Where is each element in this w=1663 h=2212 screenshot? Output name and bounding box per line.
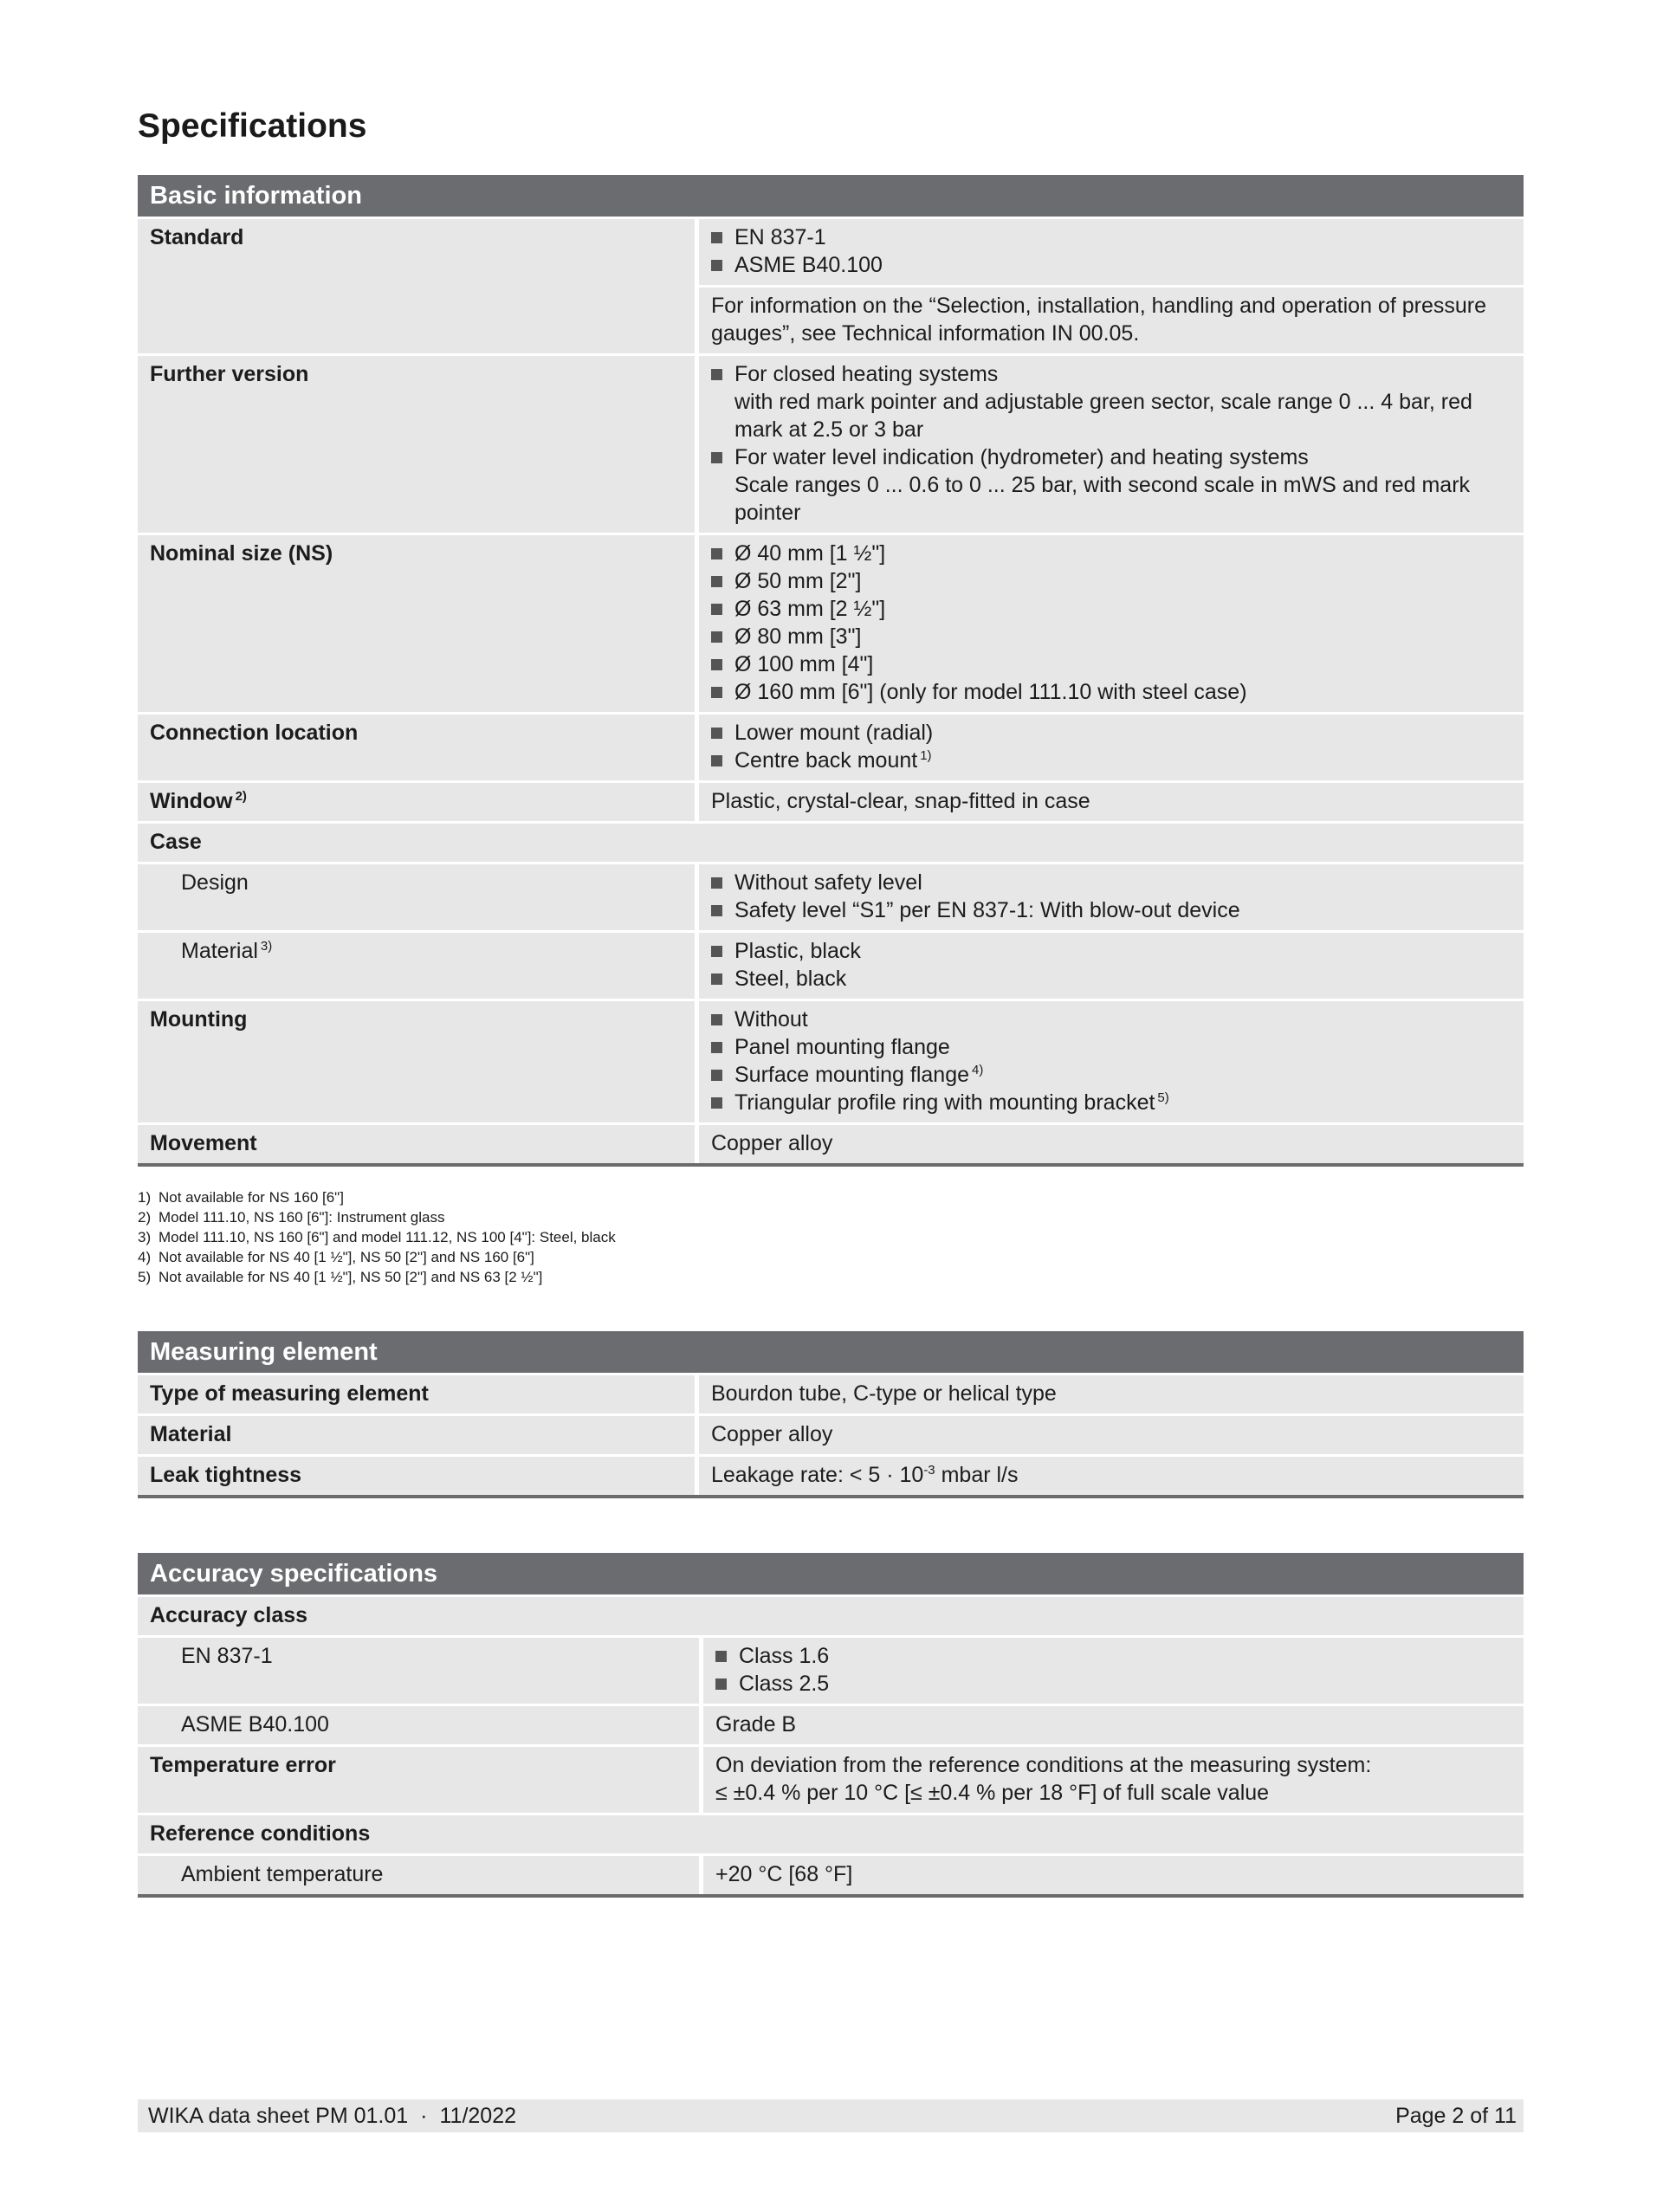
table-row [138, 715, 1524, 780]
list-item: Class 2.5 [715, 1670, 1511, 1698]
label-text: Material [181, 939, 258, 963]
list-item: EN 837-1 [711, 223, 1511, 251]
row-note: For information on the “Selection, installation, handling and operation of pressure gauges”, see Technical information IN 00.05. [699, 288, 1524, 353]
table-row [138, 1375, 1524, 1413]
footnote [138, 1227, 616, 1247]
table-row [138, 356, 1524, 533]
row-sublabel: Ambient temperature [138, 1856, 699, 1894]
list-item: Ø 100 mm [4"] [711, 650, 1511, 678]
document-number: WIKA data sheet PM 01.01 [148, 2103, 409, 2128]
row-label [138, 783, 695, 821]
row-label: Temperature error [138, 1747, 699, 1813]
row-value: Copper alloy [699, 1125, 1524, 1163]
row-value [703, 1638, 1524, 1704]
list-line: mark at 2.5 or 3 bar [734, 417, 924, 442]
list-item: Without [711, 1006, 1511, 1033]
footnote [138, 1187, 616, 1207]
basic-information-table [138, 175, 1524, 1167]
list-item: Class 1.6 [715, 1642, 1511, 1670]
table-row [138, 219, 1524, 353]
row-label: Type of measuring element [138, 1375, 695, 1413]
row-value [699, 1001, 1524, 1122]
table-row [138, 1747, 1524, 1813]
row-value [703, 1747, 1524, 1813]
row-value [699, 715, 1524, 780]
bullet-list [711, 540, 1511, 706]
row-value: Grade B [703, 1706, 1524, 1744]
list-line: pointer [734, 501, 801, 525]
bullet-list [711, 937, 1511, 993]
footnote-ref: 3) [260, 939, 273, 954]
row-value [699, 535, 1524, 712]
label-text: Window [150, 789, 233, 813]
list-line: For water level indication (hydrometer) and heating systems [734, 445, 1309, 469]
bullet-list [711, 1006, 1511, 1116]
footnote [138, 1267, 616, 1287]
table-row [138, 933, 1524, 999]
row-value: Bourdon tube, C-type or helical type [699, 1375, 1524, 1413]
list-item: Plastic, black [711, 937, 1511, 965]
table-row [138, 1001, 1524, 1122]
bullet-list [711, 719, 1511, 774]
list-item: Ø 160 mm [6"] (only for model 111.10 with steel case) [711, 678, 1511, 706]
row-sublabel [138, 933, 695, 999]
row-label: Case [138, 824, 1524, 862]
row-value [699, 864, 1524, 930]
row-value: +20 °C [68 °F] [703, 1856, 1524, 1894]
row-value [699, 933, 1524, 999]
footnote-number: 2) [138, 1209, 152, 1226]
value-text: Leakage rate: < 5 · 10 [711, 1463, 924, 1487]
table-row [138, 824, 1524, 862]
bullet-list [715, 1642, 1511, 1698]
list-item [711, 747, 1511, 774]
table-row [138, 1706, 1524, 1744]
table-row [138, 535, 1524, 712]
footnote-ref: 4) [972, 1063, 984, 1077]
page-footer [138, 2099, 1524, 2132]
table-row [138, 1815, 1524, 1853]
row-label: Leak tightness [138, 1457, 695, 1495]
footnote-number: 5) [138, 1269, 152, 1285]
list-item [711, 360, 1511, 443]
table-row [138, 1416, 1524, 1454]
row-value: Copper alloy [699, 1416, 1524, 1454]
footnote-ref: 2) [235, 789, 247, 804]
row-label: Connection location [138, 715, 695, 780]
footnote-ref: 1) [920, 748, 932, 763]
footnote-text: Not available for NS 40 [1 ½"], NS 50 [2"] and NS 63 [2 ½"] [159, 1269, 543, 1285]
list-item: Without safety level [711, 869, 1511, 896]
page-title: Specifications [138, 107, 367, 145]
list-item: Ø 50 mm [2"] [711, 567, 1511, 595]
list-item: Lower mount (radial) [711, 719, 1511, 747]
list-item: Ø 80 mm [3"] [711, 623, 1511, 650]
list-item: Ø 40 mm [1 ½"] [711, 540, 1511, 567]
footnote-text: Model 111.10, NS 160 [6"] and model 111.12, NS 100 [4"]: Steel, black [159, 1229, 616, 1245]
value-line: ≤ ±0.4 % per 10 °C [≤ ±0.4 % per 18 °F] of full scale value [715, 1781, 1270, 1805]
list-item: Steel, black [711, 965, 1511, 993]
row-value [699, 1457, 1524, 1495]
list-text: Surface mounting flange [734, 1063, 970, 1087]
row-label: Accuracy class [138, 1597, 1524, 1635]
footnote-number: 3) [138, 1229, 152, 1245]
footnote-number: 4) [138, 1249, 152, 1265]
row-label: Movement [138, 1125, 695, 1163]
section-header: Accuracy specifications [138, 1553, 1524, 1594]
list-item: Panel mounting flange [711, 1033, 1511, 1061]
row-sublabel: ASME B40.100 [138, 1706, 699, 1744]
table-row [138, 1597, 1524, 1635]
list-text: Centre back mount [734, 748, 918, 773]
list-text: Triangular profile ring with mounting bracket [734, 1090, 1155, 1115]
bullet-list [711, 360, 1511, 527]
row-sublabel: Design [138, 864, 695, 930]
row-label: Standard [138, 219, 695, 353]
table-row [138, 1125, 1524, 1163]
list-item [711, 1061, 1511, 1089]
footnote-text: Model 111.10, NS 160 [6"]: Instrument glass [159, 1209, 445, 1226]
list-line: with red mark pointer and adjustable green sector, scale range 0 ... 4 bar, red [734, 390, 1472, 414]
row-sublabel: EN 837-1 [138, 1638, 699, 1704]
row-value: Plastic, crystal-clear, snap-fitted in case [699, 783, 1524, 821]
value-unit: mbar l/s [935, 1463, 1019, 1487]
row-label: Further version [138, 356, 695, 533]
table-row [138, 1856, 1524, 1894]
list-item: ASME B40.100 [711, 251, 1511, 279]
table-row [138, 783, 1524, 821]
value-line: On deviation from the reference conditions at the measuring system: [715, 1753, 1372, 1777]
row-label: Nominal size (NS) [138, 535, 695, 712]
row-label: Mounting [138, 1001, 695, 1122]
footnote-text: Not available for NS 40 [1 ½"], NS 50 [2"] and NS 160 [6"] [159, 1249, 534, 1265]
list-item [711, 443, 1511, 527]
table-row [138, 1457, 1524, 1495]
list-line: Scale ranges 0 ... 0.6 to 0 ... 25 bar, with second scale in mWS and red mark [734, 473, 1471, 497]
row-value [699, 356, 1524, 533]
footnote [138, 1207, 616, 1227]
list-item: Safety level “S1” per EN 837-1: With blow-out device [711, 896, 1511, 924]
footnote [138, 1247, 616, 1267]
bullet-list [711, 869, 1511, 924]
footnote-number: 1) [138, 1189, 152, 1206]
page-number: Page 2 of 11 [1395, 2103, 1517, 2128]
table-row [138, 864, 1524, 930]
document-date: 11/2022 [439, 2103, 517, 2128]
row-label: Reference conditions [138, 1815, 1524, 1853]
section-header: Basic information [138, 175, 1524, 217]
footnotes [138, 1187, 616, 1287]
accuracy-specifications-table [138, 1553, 1524, 1898]
footnote-ref: 5) [1157, 1090, 1169, 1105]
footer-separator: · [420, 2103, 428, 2128]
row-value [699, 219, 1524, 285]
list-item: Ø 63 mm [2 ½"] [711, 595, 1511, 623]
footnote-text: Not available for NS 160 [6"] [159, 1189, 344, 1206]
row-label: Material [138, 1416, 695, 1454]
list-item [711, 1089, 1511, 1116]
table-row [138, 1638, 1524, 1704]
list-line: For closed heating systems [734, 362, 999, 386]
measuring-element-table [138, 1331, 1524, 1498]
footer-doc-info [148, 2104, 516, 2129]
section-header: Measuring element [138, 1331, 1524, 1373]
exponent: -3 [923, 1463, 935, 1478]
bullet-list [711, 223, 1511, 279]
